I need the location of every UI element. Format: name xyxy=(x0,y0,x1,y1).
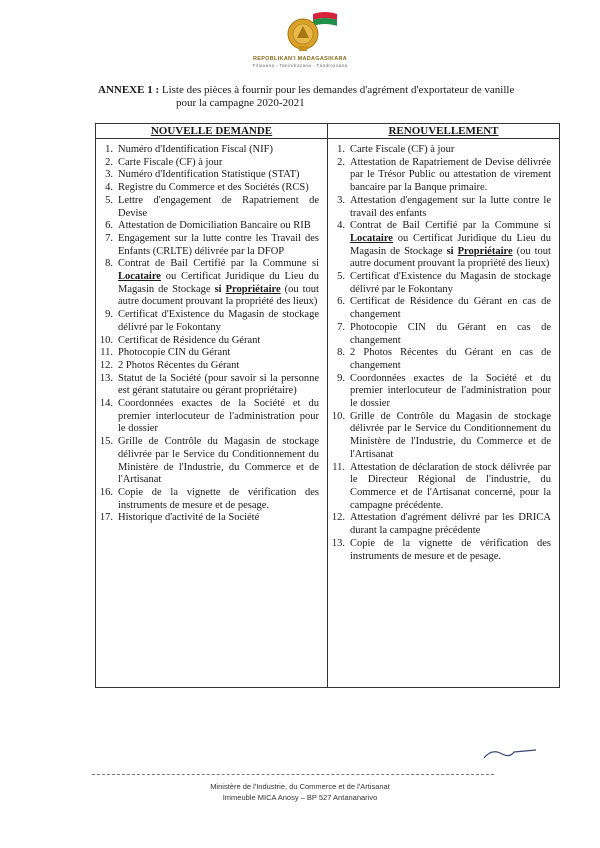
republic-motto: Fitiavana - Tanindrazana - Fandrosoana xyxy=(252,63,348,68)
item-text: Carte Fiscale (CF) à jour xyxy=(118,156,223,168)
column-heading-nouvelle: NOUVELLE DEMANDE xyxy=(96,124,328,139)
item-text: Certificat de Résidence du Gérant en cas de changement xyxy=(350,296,551,321)
item-text: Attestation d'agrément délivré par les DRICA durant la campagne précédente xyxy=(350,512,551,537)
list-item xyxy=(96,335,327,348)
annex-label: ANNEXE 1 : xyxy=(98,84,160,96)
item-number: 7. xyxy=(105,232,113,244)
renouvellement-column xyxy=(328,139,560,688)
annex-title xyxy=(98,84,568,110)
annex-title-line1: Liste des pièces à fournir pour les demandes d'agrément d'exportateur de vanille xyxy=(161,84,515,96)
list-item xyxy=(96,195,327,220)
list-item xyxy=(328,347,559,372)
item-number: 6. xyxy=(105,220,113,232)
item-text: Certificat d'Existence du Magasin de stockage délivré par le Fokontany xyxy=(350,271,551,295)
list-item xyxy=(96,233,327,258)
list-item xyxy=(96,220,327,233)
item-number: 13. xyxy=(99,372,113,384)
renouvellement-list xyxy=(328,144,559,563)
item-text: 2 Photos Récentes du Gérant xyxy=(118,359,240,371)
item-number: 1. xyxy=(337,144,345,155)
nouvelle-list xyxy=(96,144,327,525)
list-item xyxy=(328,144,559,157)
list-item xyxy=(96,373,327,398)
list-item xyxy=(328,271,559,296)
item-number: 10. xyxy=(99,334,113,346)
item-number: 13. xyxy=(331,537,345,549)
list-item xyxy=(96,144,327,157)
item-number: 11. xyxy=(100,347,113,359)
item-text: Photocopie CIN du Gérant xyxy=(118,347,231,359)
item-number: 3. xyxy=(105,169,113,181)
item-number: 12. xyxy=(331,512,345,524)
item-number: 16. xyxy=(99,486,113,498)
item-text: Certificat de Résidence du Gérant xyxy=(118,334,261,346)
item-text: Copie de la vignette de vérification des instruments de mesure et de pesage. xyxy=(350,537,551,562)
item-number: 1. xyxy=(105,144,113,155)
list-item xyxy=(96,360,327,373)
documents-table xyxy=(95,123,560,688)
item-number: 7. xyxy=(337,321,345,333)
item-text: Attestation de déclaration de stock délivrée par le Directeur Régional de l'industrie, du Commerce et de l'Artisanat concerné, pour la campagne précédente. xyxy=(350,461,551,511)
footer-ministry: Ministère de l'Industrie, du Commerce et de l'Artisanat xyxy=(210,782,390,791)
item-number: 15. xyxy=(99,436,113,448)
list-item xyxy=(96,169,327,182)
list-item xyxy=(96,436,327,487)
footer-address: Immeuble MICA Anosy – BP 527 Antananarivo xyxy=(222,793,378,802)
item-number: 8. xyxy=(105,258,113,270)
item-text: Attestation d'engagement sur la lutte contre le travail des enfants xyxy=(350,194,551,219)
item-text: Numéro d'Identification Statistique (STAT) xyxy=(118,169,300,181)
item-number: 9. xyxy=(105,309,113,321)
item-text: Contrat de Bail Certifié par la Commune si Locataire ou Certificat Juridique du Lieu du Magasin de Stockage si Propriétaire (ou tout autre document prouvant la propriété des lieux) xyxy=(118,258,319,308)
item-number: 9. xyxy=(337,372,345,384)
item-text: Numéro d'Identification Fiscal (NIF) xyxy=(118,144,273,155)
republic-emblem-icon xyxy=(283,10,339,54)
list-item xyxy=(96,347,327,360)
list-item xyxy=(328,462,559,513)
item-text: Carte Fiscale (CF) à jour xyxy=(350,144,455,155)
list-item xyxy=(328,296,559,321)
item-text: Attestation de Rapatriement de Devise délivrée par le Trésor Public ou attestation de virement bancaire par la Banque primaire. xyxy=(350,156,551,194)
list-item xyxy=(328,195,559,220)
item-text: Copie de la vignette de vérification des instruments de mesure et de pesage. xyxy=(118,486,319,511)
item-number: 2. xyxy=(337,156,345,168)
signature-icon xyxy=(480,744,540,764)
item-text: Lettre d'engagement de Rapatriement de Devise xyxy=(118,194,319,219)
item-number: 6. xyxy=(337,296,345,308)
list-item xyxy=(328,322,559,347)
item-text: Attestation de Domiciliation Bancaire ou RIB xyxy=(118,220,311,232)
item-text: Grille de Contrôle du Magasin de stockage délivrée par le Service du Conditionnement du Ministère de l'Industrie, du Commerce et de l'Artisanat xyxy=(350,410,551,460)
list-item xyxy=(328,220,559,271)
item-text: Coordonnées exactes de la Société et du premier interlocuteur de l'administration pour le dossier xyxy=(118,398,319,435)
footer-divider xyxy=(92,774,494,775)
item-text: Photocopie CIN du Gérant en cas de changement xyxy=(350,321,551,346)
item-number: 3. xyxy=(337,194,345,206)
item-text: Grille de Contrôle du Magasin de stockage délivrée par le Service du Conditionnement du Ministère de l'Industrie, du Commerce et de l'Artisanat xyxy=(118,436,319,486)
list-item xyxy=(96,258,327,309)
item-number: 14. xyxy=(99,398,113,410)
list-item xyxy=(96,157,327,170)
item-text: Historique d'activité de la Société xyxy=(118,512,260,524)
republic-name: REPOBLIKAN'I MADAGASIKARA xyxy=(252,56,348,62)
item-number: 12. xyxy=(99,359,113,371)
item-text: Registre du Commerce et des Sociétés (RCS) xyxy=(118,182,309,194)
list-item xyxy=(96,398,327,436)
item-number: 5. xyxy=(105,194,113,206)
list-item xyxy=(328,512,559,537)
item-text: Contrat de Bail Certifié par la Commune si Locataire ou Certificat Juridique du Lieu du Magasin de Stockage si Propriétaire (ou tout autre document prouvant la propriété des lieux) xyxy=(350,220,551,270)
item-number: 2. xyxy=(105,156,113,168)
item-number: 17. xyxy=(99,512,113,524)
item-text: Coordonnées exactes de la Société et du premier interlocuteur de l'administration pour le dossier xyxy=(350,372,551,410)
list-item xyxy=(96,182,327,195)
nouvelle-column xyxy=(96,139,328,688)
item-text: Certificat d'Existence du Magasin de stockage délivré par le Fokontany xyxy=(118,309,319,333)
list-item xyxy=(328,157,559,195)
item-number: 4. xyxy=(105,182,113,194)
item-number: 4. xyxy=(337,220,345,232)
item-number: 10. xyxy=(331,410,345,422)
column-heading-renouvellement: RENOUVELLEMENT xyxy=(328,124,560,139)
item-number: 5. xyxy=(337,271,345,283)
list-item xyxy=(328,373,559,411)
list-item xyxy=(96,512,327,525)
annex-title-line2: pour la campagne 2020-2021 xyxy=(176,97,305,109)
list-item xyxy=(96,487,327,512)
list-item xyxy=(328,538,559,563)
list-item xyxy=(328,411,559,462)
list-item xyxy=(96,309,327,334)
item-number: 11. xyxy=(332,461,345,473)
item-text: 2 Photos Récentes du Gérant en cas de changement xyxy=(350,347,551,371)
item-text: Statut de la Société (pour savoir si la personne est gérant statutaire ou gérant propriétaire) xyxy=(118,372,319,397)
item-number: 8. xyxy=(337,347,345,359)
item-text: Engagement sur la lutte contre les Travail des Enfants (CRLTE) délivrée par la DFOP xyxy=(118,232,319,257)
